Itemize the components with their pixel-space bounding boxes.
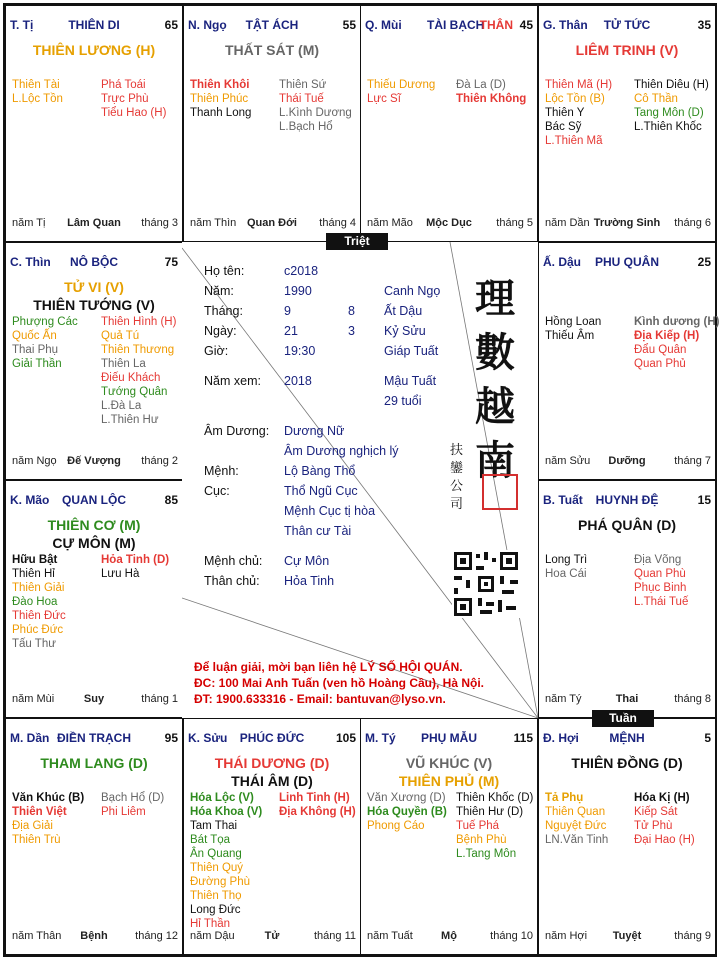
palace-cell[interactable] — [183, 718, 361, 955]
minor-star: Tả Phụ — [545, 792, 584, 804]
main-star: THIÊN LƯƠNG (H) — [32, 42, 156, 58]
palace-age-number: 115 — [513, 731, 533, 745]
palace-can-chi: N. Ngọ — [188, 18, 227, 32]
palace-age-number: 5 — [704, 731, 711, 745]
palace-month: tháng 4 — [319, 217, 356, 229]
amduong-label: Âm Dương: — [204, 424, 270, 438]
minor-star: Thiên Hình (H) — [101, 316, 177, 328]
year-value: 1990 — [284, 284, 312, 298]
palace-age-number: 85 — [164, 493, 178, 507]
palace-month: tháng 5 — [496, 217, 533, 229]
palace-header — [543, 731, 711, 747]
palace-footer — [365, 930, 533, 944]
minor-star: Phi Liêm — [101, 806, 146, 818]
palace-stage: Suy — [83, 693, 105, 705]
minor-star: L.Thiên Hư — [101, 414, 159, 426]
palace-cell[interactable] — [538, 242, 720, 480]
minor-star: L.Tang Môn — [456, 848, 517, 860]
view-year-canchi: Mậu Tuất — [384, 374, 437, 388]
palace-header — [10, 18, 178, 34]
palace-year: năm Dần — [545, 217, 590, 229]
palace-stage: Tuyệt — [612, 930, 642, 942]
palace-cell[interactable] — [5, 5, 183, 242]
palace-footer — [543, 455, 711, 469]
palace-footer — [365, 217, 533, 231]
right-star-list — [101, 791, 164, 819]
palace-stage: Mộ — [441, 930, 457, 942]
palace-name: NÔ BỘC — [70, 255, 118, 269]
minor-star: Phúc Đức — [12, 624, 64, 636]
left-star-list — [367, 791, 447, 833]
minor-star: Địa Võng — [634, 554, 682, 566]
minor-star: Lực Sĩ — [367, 93, 401, 105]
amduong-note: Âm Dương nghịch lý — [284, 444, 399, 458]
palace-age-number: 95 — [164, 731, 178, 745]
cuc-note: Mệnh Cục tị hòa — [284, 504, 376, 518]
palace-year: năm Tý — [545, 693, 582, 705]
minor-star: Thiên La — [101, 358, 146, 370]
palace-month: tháng 9 — [674, 930, 711, 942]
main-star: THIÊN ĐỒNG (D) — [571, 755, 683, 771]
main-star: THÁI DƯƠNG (D) — [214, 755, 330, 771]
minor-star: Hỉ Thần — [190, 918, 231, 930]
palace-name: TẬT ÁCH — [245, 18, 299, 32]
palace-month: tháng 8 — [674, 693, 711, 705]
palace-age-number: 15 — [697, 493, 711, 507]
minor-star: Bát Tọa — [190, 834, 231, 846]
palace-month: tháng 2 — [141, 455, 178, 467]
right-star-list — [101, 315, 176, 427]
minor-star: Phong Cáo — [367, 820, 425, 832]
year-canchi: Canh Ngọ — [384, 284, 441, 298]
palace-footer — [188, 930, 356, 944]
palace-cell[interactable] — [360, 718, 538, 955]
minor-star: Tiểu Hao (H) — [101, 107, 167, 119]
palace-cell[interactable] — [5, 480, 183, 718]
minor-star: Đào Hoa — [12, 596, 58, 608]
palace-header — [543, 493, 711, 509]
minor-star: Hữu Bật — [12, 554, 58, 566]
menh-chu-value: Cự Môn — [284, 554, 330, 568]
minor-star: Long Đức — [190, 904, 241, 916]
palace-stage: Mộc Dục — [426, 217, 472, 229]
qr-code-icon[interactable] — [452, 550, 520, 618]
palace-footer — [543, 930, 711, 944]
minor-star: Quốc Ấn — [12, 330, 57, 342]
minor-star: Thiếu Dương — [367, 79, 436, 91]
cuc-value: Thổ Ngũ Cục — [284, 484, 358, 498]
palace-cell[interactable] — [360, 5, 538, 242]
main-star: VŨ KHÚC (V) — [405, 755, 493, 771]
right-star-list — [456, 791, 533, 861]
minor-star: L.Đà La — [101, 400, 142, 412]
minor-star: Hồng Loan — [545, 316, 602, 328]
age-value: 29 tuổi — [384, 394, 422, 408]
minor-star: Long Trì — [545, 554, 588, 566]
palace-cell[interactable] — [5, 242, 183, 480]
palace-footer — [543, 217, 711, 231]
minor-star: Địa Kiếp (H) — [634, 330, 700, 342]
minor-star: Tang Môn (D) — [634, 107, 704, 119]
palace-footer — [10, 455, 178, 469]
menh-label: Mệnh: — [204, 464, 239, 478]
minor-star: Hóa Kị (H) — [634, 792, 690, 804]
than-chu-value: Hỏa Tinh — [284, 574, 335, 588]
palace-footer — [543, 693, 711, 707]
left-star-list — [545, 791, 608, 847]
day-lunar: 3 — [348, 324, 355, 338]
triet-badge: Triệt — [326, 233, 388, 250]
palace-name: PHỤ MẪU — [421, 731, 477, 745]
minor-star: Tướng Quân — [101, 386, 168, 398]
palace-footer — [10, 930, 178, 944]
minor-star: Thiên Tài — [12, 79, 60, 91]
palace-stage: Dưỡng — [608, 455, 646, 467]
left-star-list — [367, 78, 435, 106]
palace-age-number: 75 — [164, 255, 178, 269]
contact-phone-email[interactable]: ĐT: 1900.633316 - Email: bantuvan@lyso.vn. — [194, 692, 446, 706]
day-label: Ngày: — [204, 324, 237, 338]
main-star: LIÊM TRINH (V) — [575, 42, 679, 58]
palace-age-number: 55 — [342, 18, 356, 32]
minor-star: Tử Phù — [634, 820, 673, 832]
palace-age-number: 25 — [697, 255, 711, 269]
amduong-value: Dương Nữ — [284, 424, 345, 438]
palace-name: PHU QUÂN — [594, 255, 659, 269]
right-star-list — [279, 791, 356, 819]
month-value: 9 — [284, 304, 291, 318]
view-year-label: Năm xem: — [204, 374, 261, 388]
hour-label: Giờ: — [204, 344, 229, 358]
main-star: THÁI ÂM (D) — [231, 773, 313, 789]
palace-can-chi: C. Thìn — [10, 255, 51, 269]
minor-star: Địa Không (H) — [279, 806, 356, 818]
minor-star: Đẩu Quân — [634, 344, 687, 356]
minor-star: Văn Xương (D) — [367, 792, 446, 804]
palace-cell[interactable] — [538, 480, 716, 718]
minor-star: Thiên Hư (D) — [456, 806, 524, 818]
minor-star: Thiên Việt — [12, 806, 67, 818]
minor-star: Thiên Phúc — [190, 93, 249, 105]
minor-star: Linh Tinh (H) — [279, 792, 350, 804]
minor-star: Hóa Quyền (B) — [367, 806, 447, 818]
palace-age-number: 35 — [697, 18, 711, 32]
palace-can-chi: M. Dần — [10, 731, 50, 745]
calligraphy-logo: 理 數 越 南 — [475, 275, 515, 484]
left-star-list — [12, 553, 66, 651]
minor-star: Thiên Thọ — [190, 890, 242, 902]
palace-can-chi: T. Tị — [10, 18, 34, 32]
main-star: THIÊN PHỦ (M) — [398, 773, 500, 789]
palace-age-number: 105 — [335, 731, 356, 745]
palace-can-chi: Ấ. Dậu — [543, 255, 582, 269]
minor-star: Thiên Trù — [12, 834, 61, 846]
minor-star: Quả Tú — [101, 330, 140, 342]
palace-month: tháng 11 — [313, 930, 356, 942]
year-label: Năm: — [204, 284, 234, 298]
palace-can-chi: Đ. Hợi — [543, 731, 579, 745]
menh-chu-label: Mệnh chủ: — [204, 554, 263, 568]
palace-name: QUAN LỘC — [62, 493, 126, 507]
main-star: THẤT SÁT (M) — [224, 42, 320, 58]
palace-stage: Thai — [615, 693, 639, 705]
palace-year: năm Hợi — [545, 930, 588, 942]
minor-star: Đại Hao (H) — [634, 834, 695, 846]
minor-star: Văn Khúc (B) — [12, 792, 85, 804]
name-label: Họ tên: — [204, 264, 245, 278]
minor-star: Hóa Lộc (V) — [190, 792, 254, 804]
minor-star: Thiên Khốc (D) — [456, 792, 534, 804]
minor-star: Tấu Thư — [12, 638, 56, 650]
palace-name: THIÊN DI — [68, 18, 120, 32]
left-star-list — [545, 553, 587, 581]
palace-can-chi: B. Tuất — [543, 493, 583, 507]
minor-star: Giải Thần — [12, 358, 62, 370]
minor-star: Thiên Y — [545, 107, 585, 119]
main-star: THIÊN TƯỚNG (V) — [33, 297, 155, 313]
palace-than-marker: THÂN — [479, 18, 513, 32]
palace-age-number: 45 — [519, 18, 533, 32]
cuc-label: Cục: — [204, 484, 230, 498]
palace-month: tháng 6 — [674, 217, 711, 229]
palace-month: tháng 12 — [135, 930, 178, 942]
minor-star: Bác Sỹ — [545, 121, 582, 133]
palace-header — [365, 18, 533, 34]
palace-header — [10, 255, 178, 271]
palace-header — [543, 18, 711, 34]
minor-star: Thiên Không — [456, 93, 527, 105]
palace-name: TÀI BẠCH — [427, 18, 485, 32]
palace-name: ĐIỀN TRẠCH — [57, 731, 131, 745]
main-star: TỬ VI (V) — [64, 279, 124, 295]
palace-can-chi: K. Sửu — [188, 731, 228, 745]
palace-year: năm Tuất — [367, 930, 413, 942]
right-star-list — [634, 553, 688, 609]
palace-stage: Lâm Quan — [67, 217, 121, 229]
palace-name: TỬ TỨC — [603, 18, 651, 32]
view-year-value: 2018 — [284, 374, 312, 388]
right-star-list — [634, 315, 719, 371]
minor-star: Hỏa Tinh (D) — [101, 554, 170, 566]
palace-name: MỆNH — [609, 731, 645, 745]
contact-line-1: Để luận giải, mời bạn liên hệ LÝ SỐ HỘI QUÁN. — [194, 660, 463, 674]
minor-star: Thái Tuế — [279, 93, 324, 105]
month-lunar: 8 — [348, 304, 355, 318]
right-star-list — [634, 791, 695, 847]
than-chu-label: Thân chủ: — [204, 574, 260, 588]
minor-star: Phượng Các — [12, 316, 78, 328]
palace-header — [10, 493, 178, 509]
minor-star: Thiên Diêu (H) — [634, 79, 709, 91]
palace-can-chi: K. Mão — [10, 493, 50, 507]
minor-star: Cô Thần — [634, 93, 678, 105]
palace-stage: Quan Đới — [247, 217, 297, 229]
month-label: Tháng: — [204, 304, 243, 318]
palace-month: tháng 1 — [141, 693, 178, 705]
palace-header — [365, 731, 533, 747]
palace-footer — [188, 217, 356, 231]
palace-month: tháng 3 — [141, 217, 178, 229]
minor-star: Quan Phủ — [634, 358, 686, 370]
palace-stage: Đế Vượng — [67, 455, 121, 467]
palace-name: PHÚC ĐỨC — [239, 731, 305, 745]
palace-cell[interactable] — [538, 718, 716, 955]
minor-star: L.Thiên Khốc — [634, 121, 702, 133]
palace-can-chi: Q. Mùi — [365, 18, 402, 32]
minor-star: Tuế Phá — [456, 820, 500, 832]
minor-star: L.Kình Dương — [279, 107, 352, 119]
palace-year: năm Mão — [367, 217, 413, 229]
palace-stage: Trường Sinh — [593, 217, 661, 229]
right-star-list — [279, 78, 352, 134]
palace-month: tháng 10 — [490, 930, 533, 942]
seal-text: 扶 鑾 公 司 — [450, 443, 464, 512]
main-star: CỰ MÔN (M) — [52, 535, 136, 551]
minor-star: Thiên Khôi — [190, 79, 250, 91]
minor-star: Lưu Hà — [101, 568, 140, 580]
left-star-list — [12, 315, 78, 371]
palace-can-chi: G. Thân — [543, 18, 588, 32]
palace-cell[interactable] — [5, 718, 183, 955]
palace-age-number: 65 — [164, 18, 178, 32]
minor-star: Nguyệt Đức — [545, 820, 607, 832]
palace-year: năm Sửu — [545, 455, 591, 467]
minor-star: LN.Văn Tinh — [545, 834, 609, 846]
palace-header — [188, 731, 356, 747]
palace-cell[interactable] — [183, 5, 361, 242]
minor-star: Địa Giải — [12, 820, 53, 832]
left-star-list — [12, 791, 84, 847]
palace-year: năm Thìn — [190, 217, 237, 229]
minor-star: Phá Toái — [101, 79, 146, 91]
minor-star: Đường Phù — [190, 876, 250, 888]
main-star: THAM LANG (D) — [40, 755, 148, 771]
minor-star: Ân Quang — [190, 848, 242, 860]
contact-address: ĐC: 100 Mai Anh Tuấn (ven hồ Hoàng Cầu), Hà Nội. — [194, 676, 485, 690]
palace-cell[interactable] — [538, 5, 716, 242]
minor-star: Điếu Khách — [101, 372, 161, 384]
palace-year: năm Tị — [12, 217, 46, 229]
minor-star: Trực Phù — [101, 93, 149, 105]
center-info-panel — [182, 242, 538, 718]
left-star-list — [12, 78, 63, 106]
minor-star: Phục Binh — [634, 582, 687, 594]
minor-star: L.Lộc Tồn — [12, 93, 63, 105]
minor-star: Quan Phù — [634, 568, 686, 580]
day-canchi: Kỷ Sửu — [384, 324, 426, 338]
hour-value: 19:30 — [284, 344, 316, 358]
minor-star: L.Bạch Hổ — [279, 121, 333, 133]
minor-star: Thiên Giải — [12, 582, 65, 594]
minor-star: Kình dương (H) — [634, 316, 720, 328]
palace-footer — [10, 217, 178, 231]
minor-star: Thiên Quan — [545, 806, 606, 818]
main-star: THIÊN CƠ (M) — [47, 517, 141, 533]
minor-star: Bạch Hổ (D) — [101, 792, 165, 804]
palace-month: tháng 7 — [674, 455, 711, 467]
minor-star: Tam Thai — [190, 820, 238, 832]
palace-stage: Tử — [264, 930, 280, 942]
minor-star: Bệnh Phù — [456, 834, 507, 846]
minor-star: Thai Phụ — [12, 344, 59, 356]
minor-star: Lộc Tồn (B) — [545, 93, 605, 105]
palace-header — [10, 731, 178, 747]
right-star-list — [101, 78, 166, 120]
right-star-list — [634, 78, 709, 134]
minor-star: Thiên Quý — [190, 862, 244, 874]
left-star-list — [190, 78, 251, 120]
minor-star: Thiên Mã (H) — [545, 79, 613, 91]
palace-name: HUYNH ĐỆ — [595, 493, 659, 507]
palace-footer — [10, 693, 178, 707]
hour-canchi: Giáp Tuất — [384, 344, 439, 358]
palace-can-chi: M. Tý — [365, 731, 396, 745]
minor-star: Thiên Sứ — [279, 79, 327, 91]
palace-year: năm Thân — [12, 930, 62, 942]
minor-star: Thiên Thương — [101, 344, 175, 356]
main-star: PHÁ QUÂN (D) — [578, 517, 676, 533]
minor-star: Thiếu Âm — [545, 330, 595, 342]
left-star-list — [190, 791, 262, 931]
palace-header — [543, 255, 711, 271]
minor-star: Thiên Hỉ — [12, 568, 55, 580]
menh-value: Lộ Bàng Thổ — [284, 464, 356, 478]
palace-year: năm Ngọ — [12, 455, 57, 467]
right-star-list — [101, 553, 169, 581]
right-star-list — [456, 78, 526, 106]
minor-star: Thiên Đức — [12, 610, 66, 622]
minor-star: Kiếp Sát — [634, 806, 678, 818]
name-value: c2018 — [284, 264, 319, 278]
tuan-badge: Tuần — [592, 710, 654, 727]
left-star-list — [545, 315, 601, 343]
minor-star: Hoa Cái — [545, 568, 587, 580]
palace-year: năm Mùi — [12, 693, 55, 705]
palace-stage: Bệnh — [80, 930, 108, 942]
minor-star: L.Thiên Mã — [545, 135, 603, 147]
red-seal-stamp — [482, 474, 518, 510]
left-star-list — [545, 78, 612, 148]
palace-header — [188, 18, 356, 34]
month-canchi: Ất Dậu — [384, 304, 423, 318]
minor-star: Hóa Khoa (V) — [190, 806, 263, 818]
than-cu-note: Thân cư Tài — [284, 524, 352, 538]
minor-star: L.Thái Tuế — [634, 596, 689, 608]
minor-star: Đà La (D) — [456, 79, 506, 91]
minor-star: Thanh Long — [190, 107, 252, 119]
palace-year: năm Dậu — [190, 930, 235, 942]
day-value: 21 — [284, 324, 298, 338]
